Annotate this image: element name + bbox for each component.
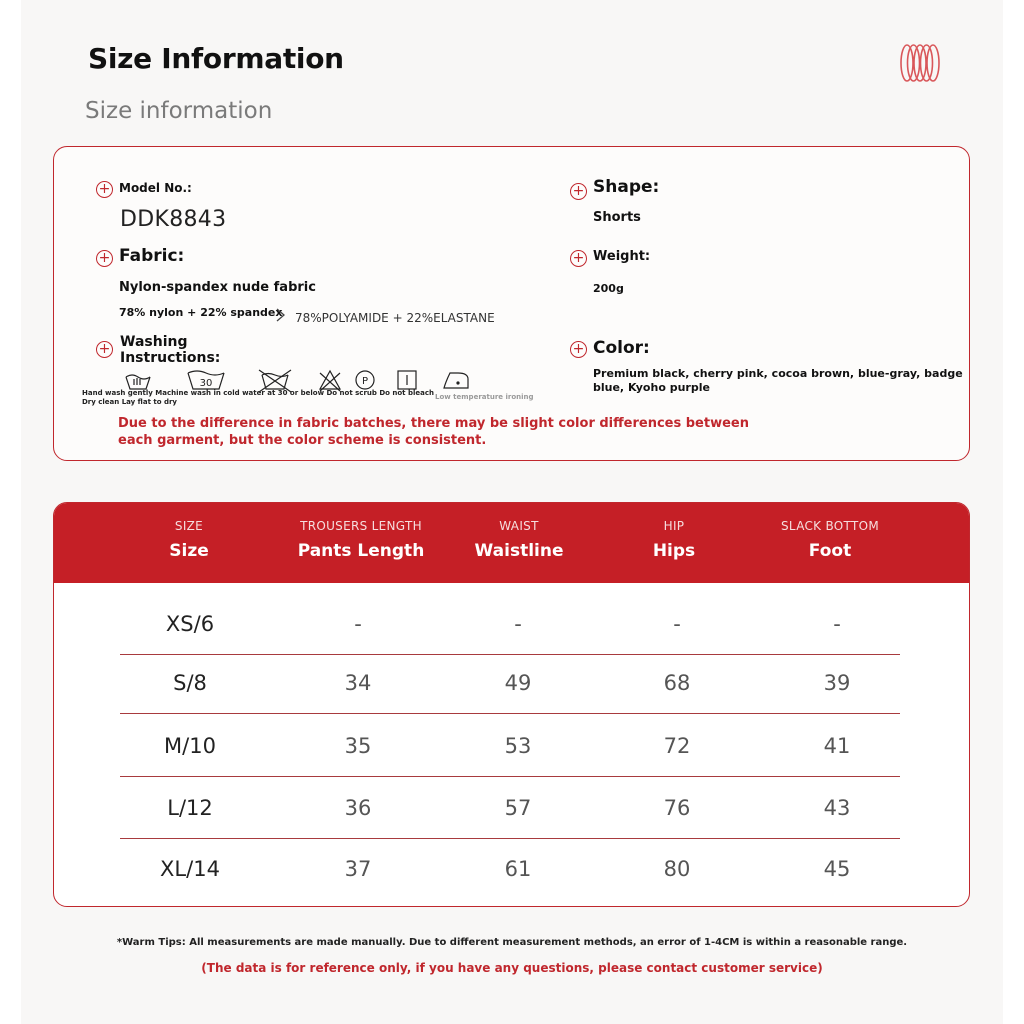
header-foot-en: SLACK BOTTOM — [781, 519, 879, 533]
hip-cell: 68 — [663, 671, 691, 695]
header-pants-length-en: TROUSERS LENGTH — [300, 519, 422, 533]
washing-label-line2: Instructions: — [120, 350, 221, 366]
svg-text:P: P — [361, 376, 369, 387]
waist-cell: 49 — [504, 671, 532, 695]
foot-cell: - — [833, 612, 841, 636]
reference-disclaimer: (The data is for reference only, if you have any questions, please contact customer service) — [201, 961, 823, 975]
waist-cell: 53 — [504, 734, 532, 758]
hip-cell: 72 — [663, 734, 691, 758]
fabric-label: Fabric: — [119, 246, 185, 266]
size-table-header — [54, 503, 969, 583]
table-row — [120, 593, 900, 655]
header-hip-main: Hips — [652, 541, 696, 561]
table-row — [120, 777, 900, 839]
plus-circle-icon: + — [96, 181, 113, 198]
plus-circle-icon: + — [96, 341, 113, 358]
header-waist-main: Waistline — [474, 541, 564, 561]
size-cell: XS/6 — [165, 612, 215, 636]
table-row — [120, 838, 900, 900]
fabric-composition: 78% nylon + 22% spandex — [119, 306, 283, 319]
plus-circle-icon: + — [570, 250, 587, 267]
plus-circle-icon: + — [96, 250, 113, 267]
iron-caption: Low temperature ironing — [435, 393, 534, 401]
plus-circle-icon: + — [570, 341, 587, 358]
header-foot-main: Foot — [808, 541, 852, 561]
pants-length-cell: 37 — [344, 857, 372, 881]
rings-logo-icon — [898, 42, 942, 84]
size-table — [53, 502, 970, 907]
weight-value: 200g — [593, 282, 624, 295]
header-size-en: SIZE — [174, 519, 204, 533]
plus-circle-icon: + — [570, 183, 587, 200]
model-label: Model No.: — [119, 181, 192, 195]
lay-flat-dry-icon — [398, 371, 416, 389]
wash-temp-label: 30 — [199, 378, 213, 389]
header-waist-en: WAIST — [499, 519, 539, 533]
arrow-icon — [275, 307, 287, 323]
foot-cell: 41 — [823, 734, 851, 758]
iron-low-icon — [444, 373, 468, 388]
table-row — [120, 715, 900, 777]
pants-length-cell: 36 — [344, 796, 372, 820]
waist-cell: - — [514, 612, 522, 636]
foot-cell: 43 — [823, 796, 851, 820]
size-cell: S/8 — [173, 671, 207, 695]
foot-cell: 39 — [823, 671, 851, 695]
color-difference-note: Due to the difference in fabric batches, there may be slight color differences between each garment, but the color scheme is consistent. — [118, 416, 749, 448]
model-value: DDK8843 — [120, 207, 227, 232]
size-cell: M/10 — [164, 734, 216, 758]
pants-length-cell: 34 — [344, 671, 372, 695]
page-title: Size Information — [88, 42, 344, 75]
do-not-bleach-icon — [320, 371, 340, 391]
shape-label: Shape: — [593, 177, 660, 197]
fabric-value: Nylon-spandex nude fabric — [119, 280, 316, 295]
washing-label — [120, 334, 220, 366]
header-hip-en: HIP — [663, 519, 685, 533]
color-label: Color: — [593, 338, 650, 358]
foot-cell: 45 — [823, 857, 851, 881]
table-row — [120, 652, 900, 714]
waist-cell: 57 — [504, 796, 532, 820]
hip-cell: 80 — [663, 857, 691, 881]
fabric-composition-en: 78%POLYAMIDE + 22%ELASTANE — [295, 311, 495, 325]
size-cell: XL/14 — [160, 857, 220, 881]
size-cell: L/12 — [167, 796, 213, 820]
waist-cell: 61 — [504, 857, 532, 881]
shape-value: Shorts — [593, 210, 641, 225]
hand-wash-icon — [126, 375, 150, 389]
color-value: Premium black, cherry pink, cocoa brown, blue-gray, badge blue, Kyoho purple — [593, 367, 963, 394]
pants-length-cell: 35 — [344, 734, 372, 758]
washing-label-line1: Washing — [120, 334, 188, 350]
hip-cell: 76 — [663, 796, 691, 820]
hip-cell: - — [673, 612, 681, 636]
warm-tip: *Warm Tips: All measurements are made manually. Due to different measurement methods, an error of 1-4CM is within a reasonable range. — [116, 937, 908, 948]
page-subtitle: Size information — [85, 98, 273, 124]
header-pants-length-main: Pants Length — [297, 541, 425, 561]
header-size-main: Size — [169, 541, 209, 561]
washing-caption: Hand wash gently Machine wash in cold water at 30 or below Do not scrub Do not bleach Dry clean Lay flat to dry — [82, 389, 434, 406]
weight-label: Weight: — [593, 249, 651, 264]
pants-length-cell: - — [354, 612, 362, 636]
